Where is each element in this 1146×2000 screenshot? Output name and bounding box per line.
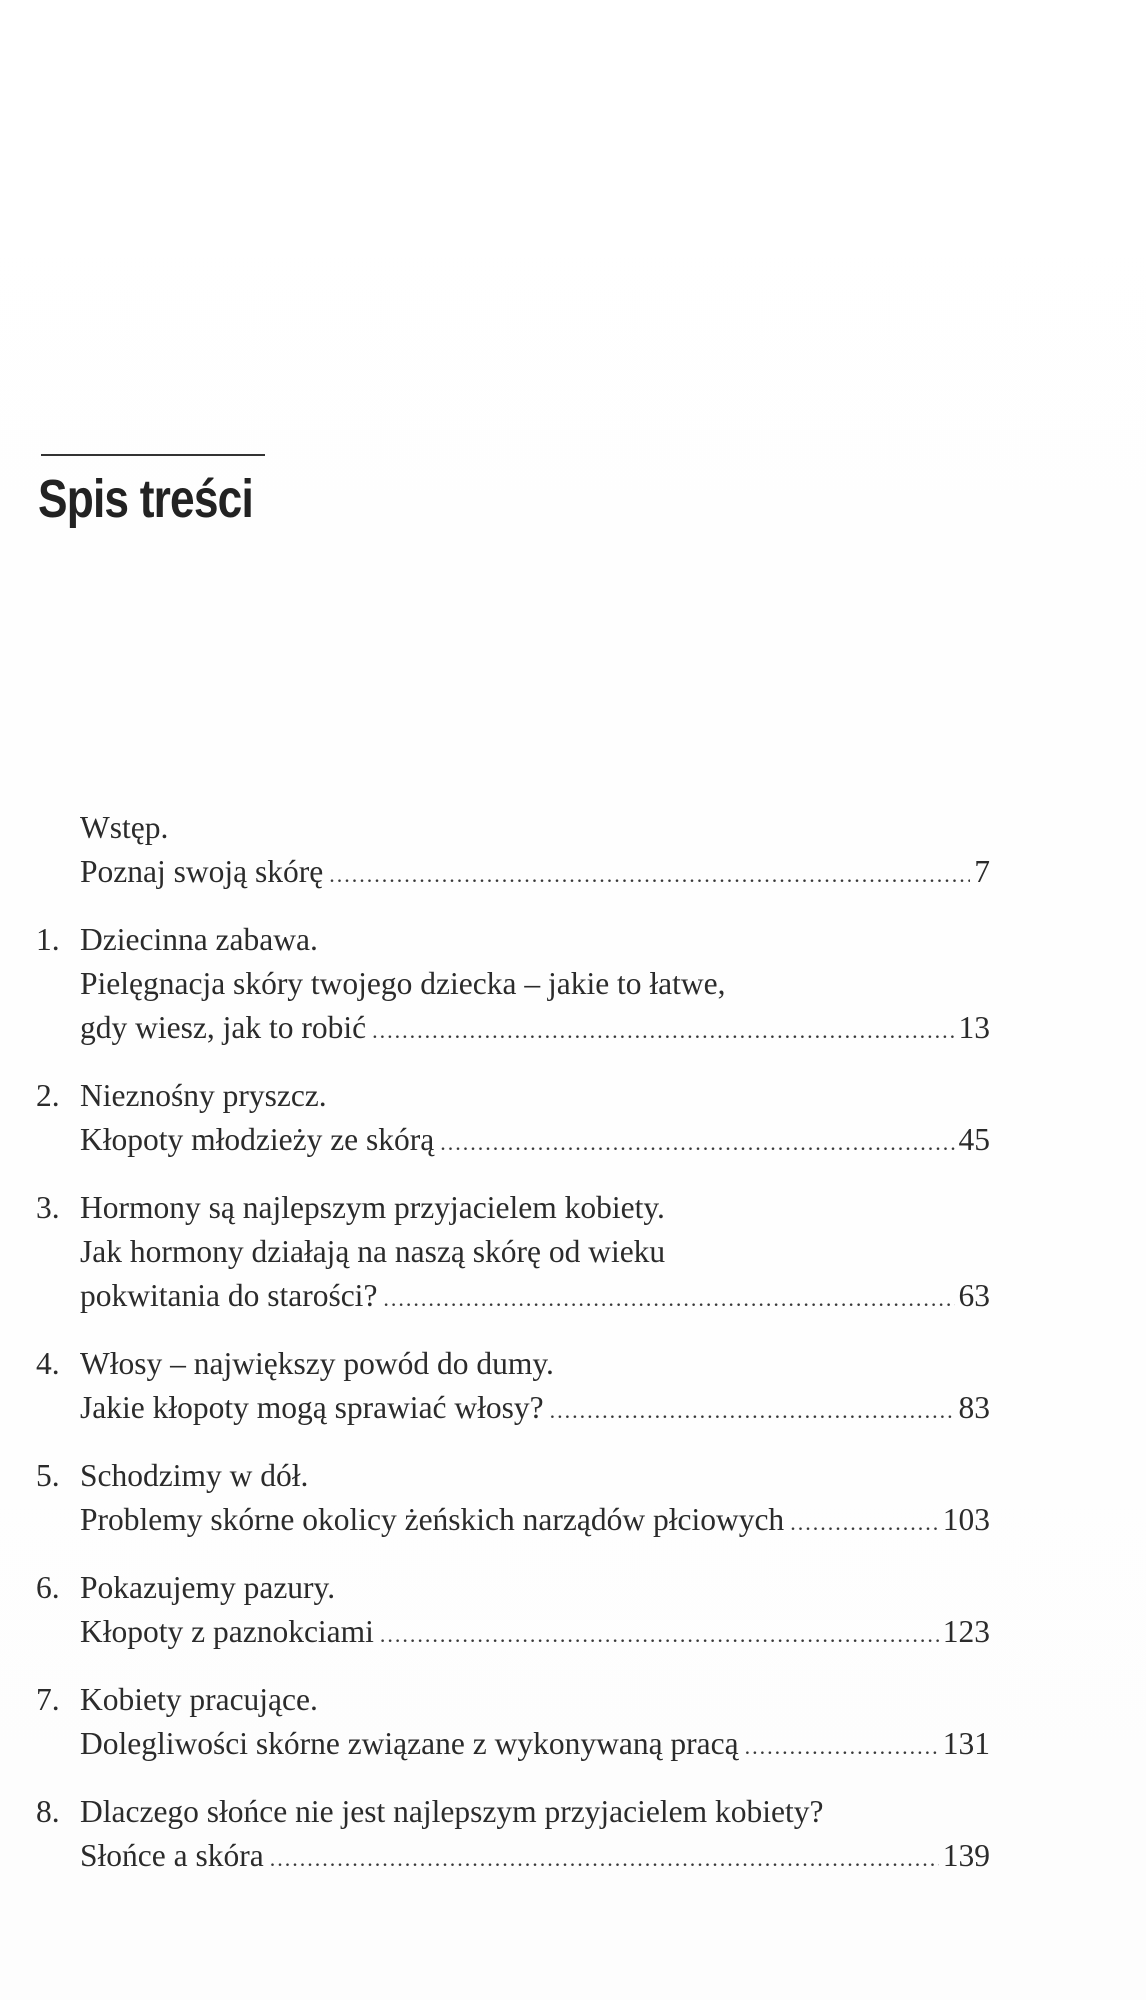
toc-entry-number: 8. [36,1794,60,1829]
toc-page-number: 83 [958,1390,990,1425]
toc-entry-subtitle: Problemy skórne okolicy żeńskich narządów płciowych [80,1502,785,1537]
toc-entry-heading: Włosy – największy powód do dumy. [80,1346,554,1381]
dot-leader [790,1501,939,1545]
toc-entry-chapter-6 [36,1566,990,1657]
toc-page-number: 7 [974,854,990,889]
toc-entry-subtitle: Poznaj swoją skórę [80,854,324,889]
toc-entry-subtitle: Kłopoty z paznokciami [80,1614,374,1649]
toc-entry-subtitle-end: gdy wiesz, jak to robić [80,1010,367,1045]
toc-entry-heading: Dziecinna zabawa. [80,922,318,957]
toc-entry-heading: Wstęp. [80,810,169,845]
toc-entry-subtitle-end: pokwitania do starości? [80,1278,378,1313]
toc-entry-subtitle-line [80,850,990,897]
toc-entry-subtitle: Dolegliwości skórne związane z wykonywaną pracą [80,1726,739,1761]
dot-leader [380,1613,939,1657]
toc-entry-subtitle-line [80,1834,990,1881]
toc-entry-heading: Nieznośny pryszcz. [80,1078,327,1113]
toc-page-number: 63 [958,1278,990,1313]
toc-entry-heading: Hormony są najlepszym przyjacielem kobiety. [80,1190,665,1225]
toc-entry-subtitle-line [80,1722,990,1769]
toc-entry-number: 7. [36,1682,60,1717]
toc-entry-subtitle-line [80,1386,990,1433]
toc-entry-heading: Kobiety pracujące. [80,1682,318,1717]
table-of-contents [36,806,990,1881]
toc-entry-subtitle-line [80,1006,990,1053]
toc-entry-chapter-2 [36,1074,990,1165]
toc-entry-chapter-1 [36,918,990,1053]
toc-entry-subtitle: Słońce a skóra [80,1838,264,1873]
toc-entry-chapter-5 [36,1454,990,1545]
toc-entry-number: 4. [36,1346,60,1381]
toc-page-number: 103 [942,1502,990,1537]
title-rule [41,454,265,456]
toc-page-number: 123 [942,1614,990,1649]
toc-page-number: 13 [958,1010,990,1045]
toc-entry-number: 1. [36,922,60,957]
toc-entry-chapter-7 [36,1678,990,1769]
toc-entry-subtitle-line [80,1118,990,1165]
toc-entry-number: 5. [36,1458,60,1493]
dot-leader [745,1725,939,1769]
toc-entry-heading: Dlaczego słońce nie jest najlepszym przyjacielem kobiety? [80,1794,824,1829]
dot-leader [383,1277,954,1321]
toc-entry-subtitle: Kłopoty młodzieży ze skórą [80,1122,435,1157]
toc-page-number: 131 [942,1726,990,1761]
toc-entry-chapter-3 [36,1186,990,1321]
toc-entry-number: 3. [36,1190,60,1225]
toc-entry-chapter-4 [36,1342,990,1433]
toc-entry-subtitle: Jak hormony działają na naszą skórę od wieku [80,1234,666,1269]
dot-leader [372,1009,954,1053]
toc-entry-subtitle-line [80,1274,990,1321]
toc-page-number: 139 [942,1838,990,1873]
toc-page-number: 45 [958,1122,990,1157]
toc-entry-subtitle: Jakie kłopoty mogą sprawiać włosy? [80,1390,544,1425]
toc-entry-chapter-8 [36,1790,990,1881]
toc-entry-heading: Pokazujemy pazury. [80,1570,336,1605]
toc-entry-intro [36,806,990,897]
page-title: Spis treści [38,469,253,529]
dot-leader [270,1837,939,1881]
dot-leader [550,1389,955,1433]
toc-entry-subtitle-line [80,1498,990,1545]
toc-entry-number: 6. [36,1570,60,1605]
dot-leader [440,1121,954,1165]
toc-entry-subtitle-line [80,1610,990,1657]
toc-entry-subtitle: Pielęgnacja skóry twojego dziecka – jakie to łatwe, [80,966,726,1001]
dot-leader [329,853,970,897]
toc-entry-number: 2. [36,1078,60,1113]
toc-entry-heading: Schodzimy w dół. [80,1458,309,1493]
